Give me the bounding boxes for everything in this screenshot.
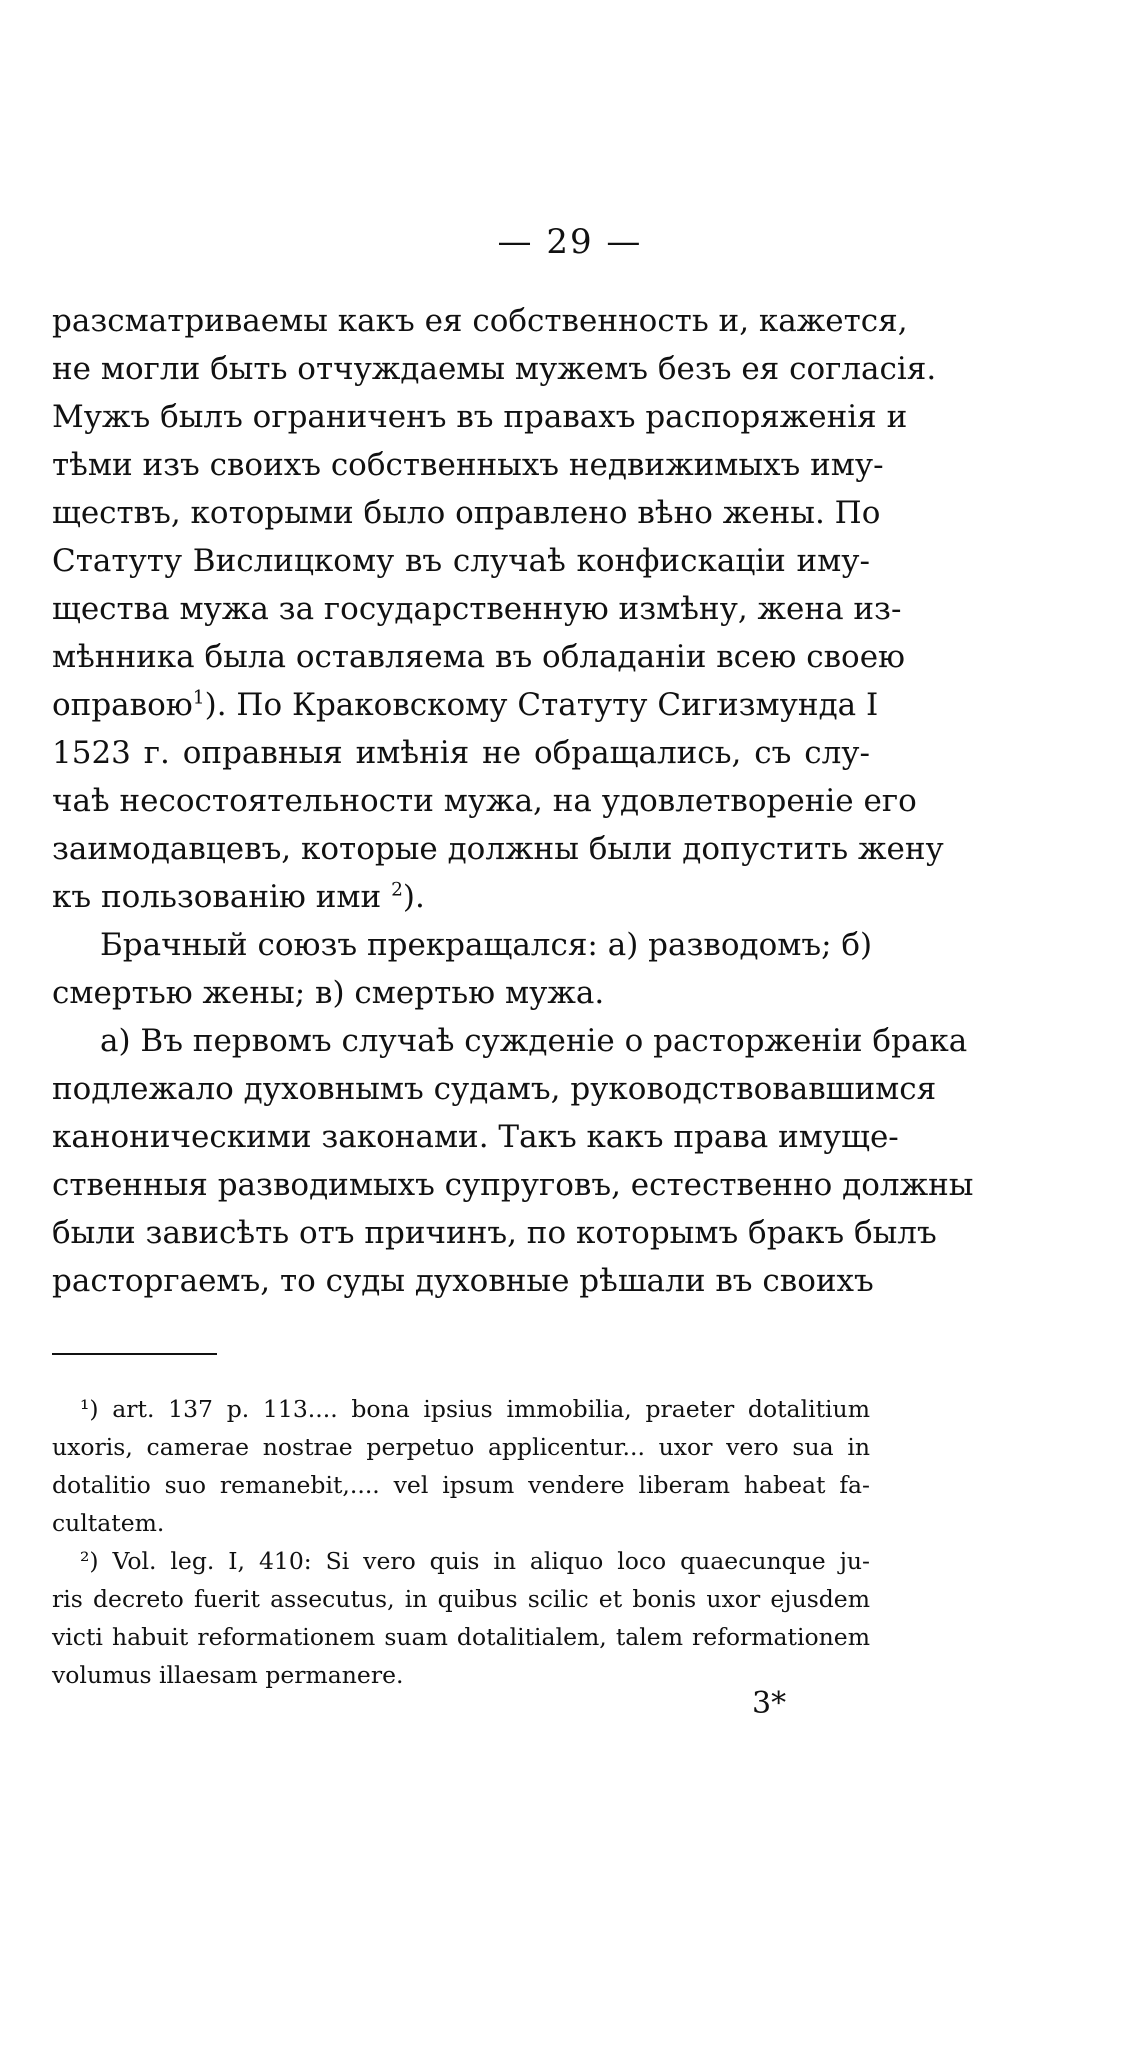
footnote-line: volumus illaesam permanere. (52, 1661, 404, 1689)
text-line: Мужъ былъ ограниченъ въ правахъ распоряженія и (52, 399, 908, 435)
text-line: мѣнника была оставляема въ обладаніи всею своею (52, 639, 906, 675)
text-line: а) Въ первомъ случаѣ сужденіе о расторженіи брака (100, 1023, 968, 1059)
footnote-ref-1[interactable]: 1 (192, 687, 205, 709)
signature-mark: 3* (752, 1686, 787, 1721)
footnote-line: dotalitio suo remanebit,.... vel ipsum vendere liberam habeat fa- (52, 1471, 870, 1499)
text-line: ществъ, которыми было оправлено вѣно жены. По (52, 495, 881, 531)
text-fragment: Vol. leg. I, 410: Si vero quis in aliquo loco quaecunque ju- (112, 1547, 870, 1575)
page-number: — 29 — (497, 222, 643, 262)
text-line: не могли быть отчуждаемы мужемъ безъ ея согласія. (52, 351, 937, 387)
text-line: чаѣ несостоятельности мужа, на удовлетвореніе его (52, 783, 917, 819)
footnote-mark-1: ¹) (80, 1395, 99, 1423)
text-line: Брачный союзъ прекращался: а) разводомъ; б) (100, 927, 873, 963)
text-line: расторгаемъ, то суды духовные рѣшали въ своихъ (52, 1263, 874, 1299)
text-line (52, 681, 879, 729)
text-line: 1523 г. оправныя имѣнія не обращались, съ слу- (52, 735, 870, 771)
footnote-line: cultatem. (52, 1509, 165, 1537)
footnote-divider (52, 1353, 217, 1355)
text-line: Статуту Вислицкому въ случаѣ конфискаціи иму- (52, 543, 870, 579)
text-line: каноническими законами. Такъ какъ права имуще- (52, 1119, 899, 1155)
text-line: были зависѣть отъ причинъ, по которымъ бракъ былъ (52, 1215, 937, 1251)
text-line: тѣми изъ своихъ собственныхъ недвижимыхъ иму- (52, 447, 884, 483)
footnote-line (52, 1390, 870, 1428)
footnotes (52, 1390, 870, 1694)
footnote-line: uxoris, camerae nostrae perpetuo applicentur... uxor vero sua in (52, 1433, 870, 1461)
text-fragment: оправою (52, 687, 193, 723)
footnote-line: victi habuit reformationem suam dotalitialem, talem reformationem (52, 1623, 870, 1651)
footnote-line (52, 1542, 870, 1580)
text-line: разсматриваемы какъ ея собственность и, кажется, (52, 303, 908, 339)
footnote-ref-2[interactable]: 2 (391, 879, 403, 901)
text-fragment: ). (402, 879, 425, 915)
text-line: смертью жены; в) смертью мужа. (52, 975, 605, 1011)
footnote-line: ris decreto fuerit assecutus, in quibus scilic et bonis uxor ejusdem (52, 1585, 870, 1613)
text-line: щества мужа за государственную измѣну, жена из- (52, 591, 902, 627)
text-fragment: къ пользованію ими (52, 879, 382, 915)
footnote-mark-2: ²) (80, 1547, 99, 1575)
main-text (52, 297, 974, 1305)
text-line: заимодавцевъ, которые должны были допустить жену (52, 831, 944, 867)
text-line: подлежало духовнымъ судамъ, руководствовавшимся (52, 1071, 937, 1107)
text-line (52, 873, 870, 921)
text-fragment: art. 137 p. 113.... bona ipsius immobilia, praeter dotalitium (112, 1395, 870, 1423)
text-fragment: ). По Краковскому Статуту Сигизмунда I (204, 687, 879, 723)
text-line: ственныя разводимыхъ супруговъ, естественно должны (52, 1167, 974, 1203)
